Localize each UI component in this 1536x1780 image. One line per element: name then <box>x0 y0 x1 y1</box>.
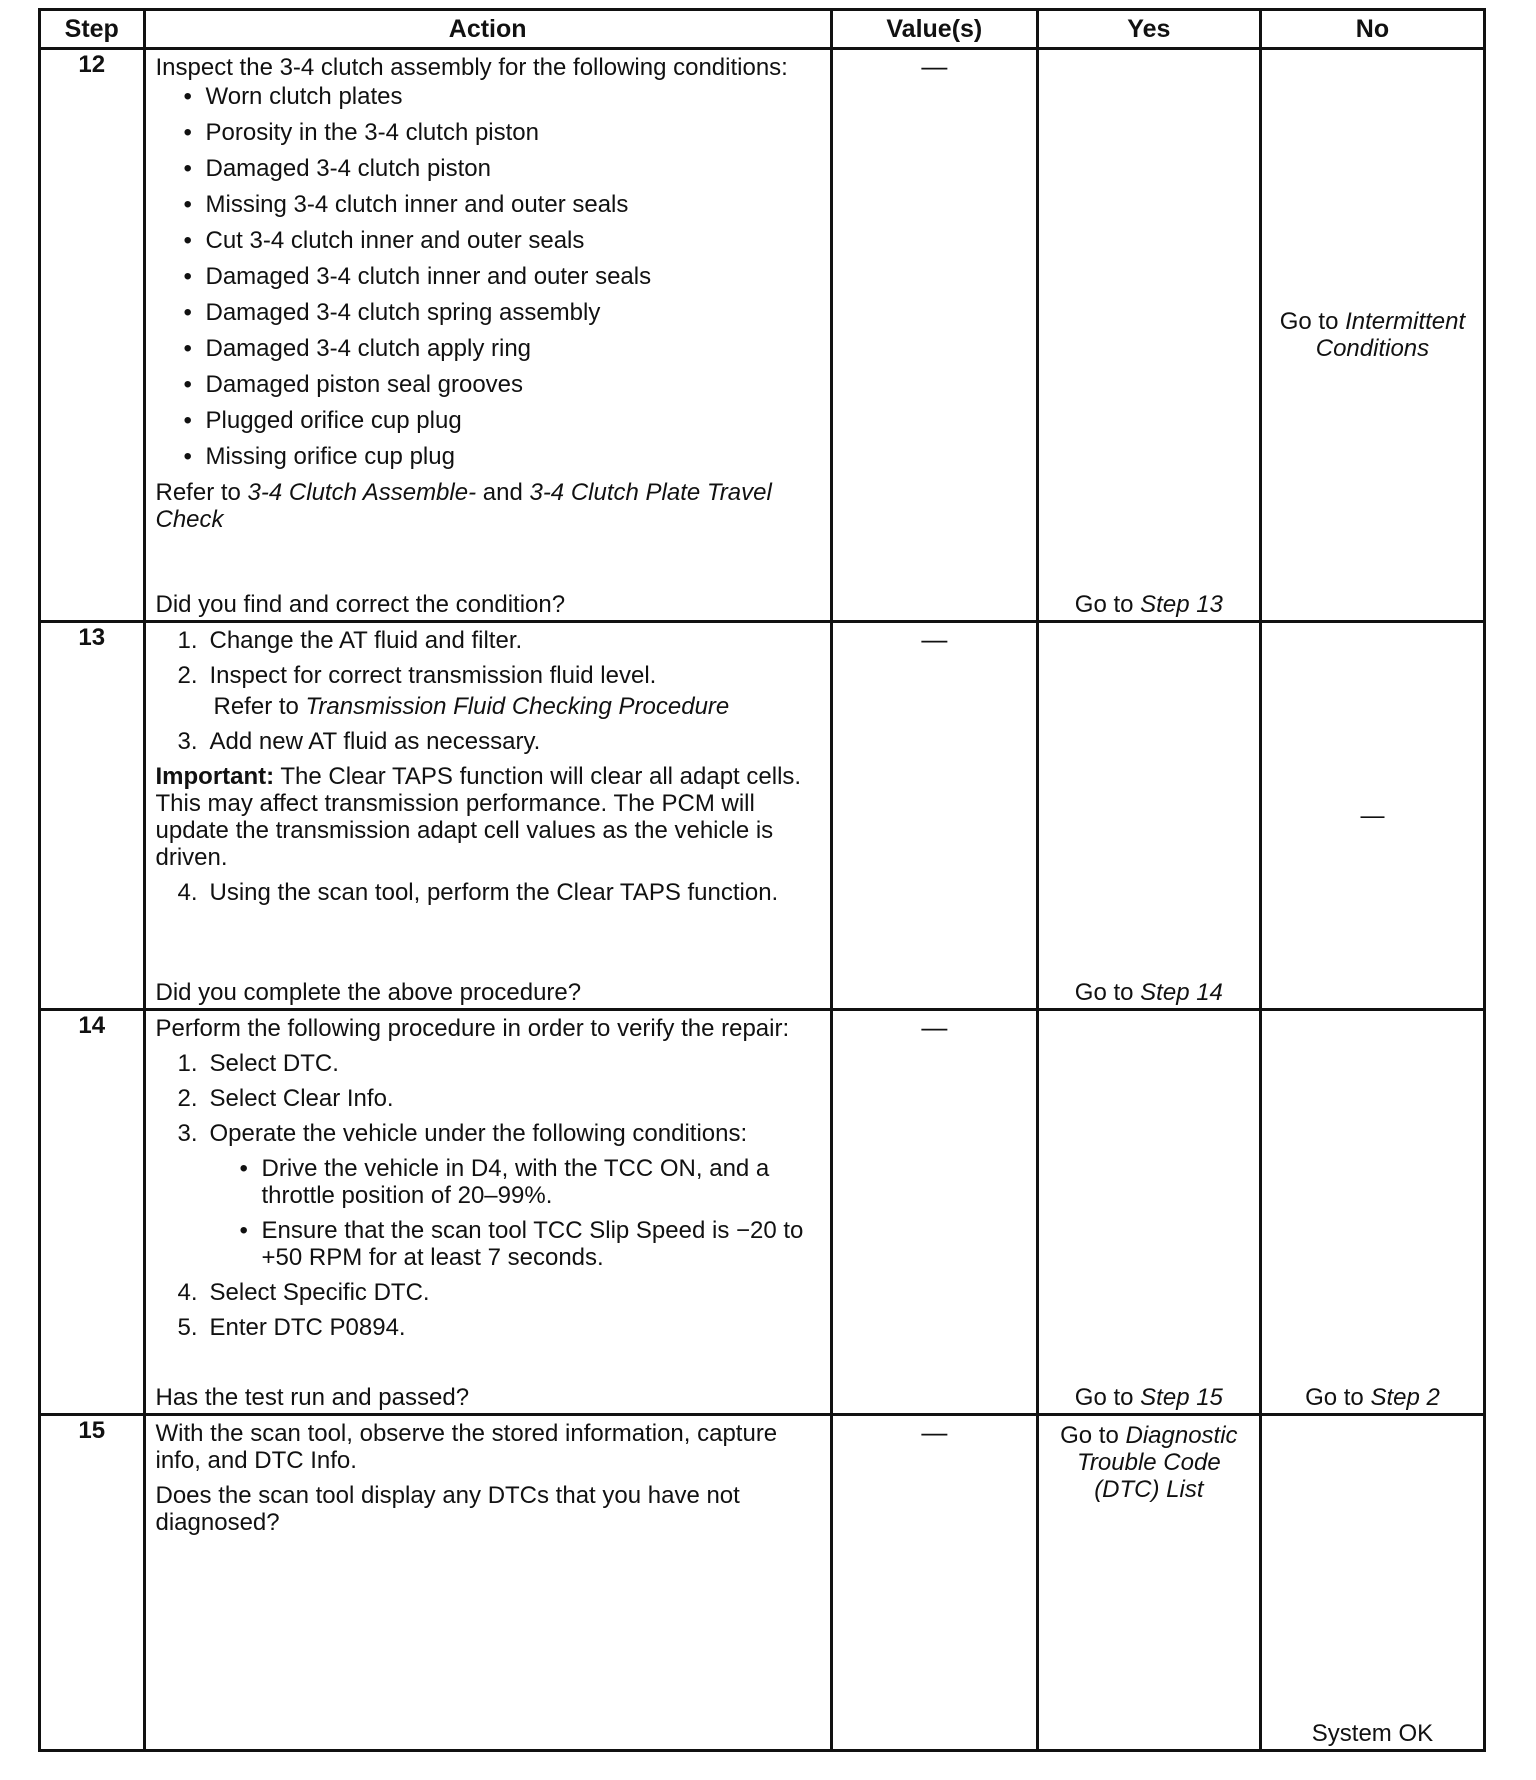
link-intermittent-conditions[interactable]: Intermittent Conditions <box>1315 308 1466 362</box>
no-action: — <box>1360 802 1385 829</box>
table-row-step-14 <box>40 1010 1485 1415</box>
refer-text <box>156 479 822 533</box>
procedure-list <box>156 627 822 689</box>
yes-cell <box>1037 49 1260 622</box>
no-action <box>1262 308 1483 362</box>
step-question: Did you find and correct the condition? <box>155 591 566 618</box>
item-text: Change the AT fluid and filter. <box>209 627 523 654</box>
yes-prefix: Go to <box>1074 979 1141 1006</box>
link-step-14[interactable]: Step 14 <box>1140 979 1223 1006</box>
value-cell: — <box>831 622 1037 1010</box>
item-number: 1. <box>177 627 198 654</box>
no-prefix: Go to <box>1305 1384 1371 1411</box>
refer-prefix: Refer to <box>155 479 248 506</box>
list-item: • Porosity in the 3-4 clutch piston <box>184 119 822 146</box>
value-cell: — <box>831 1010 1037 1415</box>
yes-action <box>1039 1384 1259 1411</box>
yes-action <box>1043 1422 1255 1503</box>
header-row <box>40 10 1485 49</box>
action-cell <box>144 622 831 1010</box>
refer-text <box>156 693 822 720</box>
link-step-13[interactable]: Step 13 <box>1140 591 1223 618</box>
yes-action <box>1039 591 1259 618</box>
link-step-2[interactable]: Step 2 <box>1370 1384 1440 1411</box>
action-cell <box>144 1415 831 1751</box>
item-number: 3. <box>177 1120 198 1147</box>
list-item: • Missing 3-4 clutch inner and outer seals <box>184 191 822 218</box>
action-intro: Perform the following procedure in order to verify the repair: <box>155 1015 790 1042</box>
link-transmission-fluid-checking-procedure[interactable]: Transmission Fluid Checking Procedure <box>305 693 730 720</box>
action-cell <box>144 49 831 622</box>
list-item: • Plugged orifice cup plug <box>184 407 822 434</box>
item-number: 4. <box>177 879 198 906</box>
step-number: 15 <box>40 1415 145 1751</box>
step-number: 14 <box>40 1010 145 1415</box>
no-action: System OK <box>1311 1720 1434 1747</box>
table-row-step-12 <box>40 49 1485 622</box>
header-yes: Yes <box>1037 10 1260 49</box>
item-number: 5. <box>177 1314 198 1341</box>
item-text: Select Specific DTC. <box>209 1279 430 1306</box>
action-intro: With the scan tool, observe the stored information, capture info, and DTC Info. <box>155 1420 778 1474</box>
table-row-step-15 <box>40 1415 1485 1751</box>
list-item: • Damaged 3-4 clutch spring assembly <box>184 299 822 326</box>
item-number: 3. <box>177 728 198 755</box>
procedure-list <box>156 728 822 755</box>
value-cell: — <box>831 49 1037 622</box>
header-no: No <box>1260 10 1484 49</box>
list-item: • Damaged 3-4 clutch inner and outer seals <box>184 263 822 290</box>
procedure-list <box>156 1050 822 1147</box>
important-note <box>156 763 822 871</box>
list-item <box>178 1085 822 1112</box>
list-item: • Cut 3-4 clutch inner and outer seals <box>184 227 822 254</box>
list-item <box>178 1279 822 1306</box>
yes-prefix: Go to <box>1060 1422 1126 1449</box>
value-cell: — <box>831 1415 1037 1751</box>
list-item: • Damaged piston seal grooves <box>184 371 822 398</box>
list-item <box>178 728 822 755</box>
refer-prefix: Refer to <box>213 693 306 720</box>
refer-and: and <box>476 479 530 506</box>
action-intro: Inspect the 3-4 clutch assembly for the following conditions: <box>155 54 788 81</box>
list-item <box>178 1050 822 1077</box>
procedure-list <box>156 879 822 906</box>
table-row-step-13 <box>40 622 1485 1010</box>
no-cell <box>1260 622 1484 1010</box>
no-prefix: Go to <box>1279 308 1346 335</box>
item-text: Select DTC. <box>209 1050 339 1077</box>
item-text: Enter DTC P0894. <box>209 1314 406 1341</box>
procedure-list <box>156 1279 822 1341</box>
item-number: 4. <box>177 1279 198 1306</box>
step-question: Did you complete the above procedure? <box>155 979 582 1006</box>
diagnostic-table <box>38 8 1486 1752</box>
list-item <box>178 879 822 906</box>
item-text: Inspect for correct transmission fluid level. <box>209 662 657 689</box>
list-item <box>178 662 822 689</box>
important-text: The Clear TAPS function will clear all adapt cells. This may affect transmission performance. The PCM will update the transmission adapt cell values as the vehicle is driven. <box>155 763 802 871</box>
list-item <box>178 627 822 654</box>
list-item: • Worn clutch plates <box>184 83 822 110</box>
list-item <box>178 1314 822 1341</box>
yes-action <box>1039 979 1259 1006</box>
item-number: 1. <box>177 1050 198 1077</box>
header-action: Action <box>144 10 831 49</box>
item-text: Using the scan tool, perform the Clear TAPS function. <box>209 879 779 906</box>
list-item: • Damaged 3-4 clutch piston <box>184 155 822 182</box>
list-item: • Missing orifice cup plug <box>184 443 822 470</box>
yes-cell <box>1037 1415 1260 1751</box>
step-question: Does the scan tool display any DTCs that you have not diagnosed? <box>155 1482 740 1536</box>
step-number: 13 <box>40 622 145 1010</box>
yes-prefix: Go to <box>1074 1384 1141 1411</box>
yes-prefix: Go to <box>1074 591 1141 618</box>
link-diagnostic-trouble-code-list[interactable]: Diagnostic Trouble Code (DTC) List <box>1077 1422 1238 1503</box>
link-3-4-clutch-assemble[interactable]: 3-4 Clutch Assemble- <box>247 479 477 506</box>
item-text: Select Clear Info. <box>209 1085 394 1112</box>
action-cell <box>144 1010 831 1415</box>
condition-list <box>156 1155 822 1271</box>
no-cell <box>1260 1010 1484 1415</box>
important-label: Important: <box>155 763 275 790</box>
item-number: 2. <box>177 662 198 689</box>
link-step-15[interactable]: Step 15 <box>1140 1384 1223 1411</box>
header-step: Step <box>40 10 145 49</box>
step-number: 12 <box>40 49 145 622</box>
item-text: Add new AT fluid as necessary. <box>209 728 541 755</box>
list-item: • Ensure that the scan tool TCC Slip Speed is −20 to +50 RPM for at least 7 seconds. <box>240 1217 822 1271</box>
no-action <box>1262 1384 1483 1411</box>
link-3-4-clutch-plate-travel-check[interactable]: 3-4 Clutch Plate Travel Check <box>155 479 772 533</box>
condition-list <box>156 83 822 470</box>
yes-cell <box>1037 622 1260 1010</box>
list-item <box>178 1120 822 1147</box>
yes-cell <box>1037 1010 1260 1415</box>
no-cell <box>1260 1415 1484 1751</box>
no-cell <box>1260 49 1484 622</box>
header-values: Value(s) <box>831 10 1037 49</box>
list-item: • Drive the vehicle in D4, with the TCC ON, and a throttle position of 20–99%. <box>240 1155 822 1209</box>
list-item: • Damaged 3-4 clutch apply ring <box>184 335 822 362</box>
item-number: 2. <box>177 1085 198 1112</box>
step-question: Has the test run and passed? <box>155 1384 470 1411</box>
item-text: Operate the vehicle under the following conditions: <box>209 1120 748 1147</box>
